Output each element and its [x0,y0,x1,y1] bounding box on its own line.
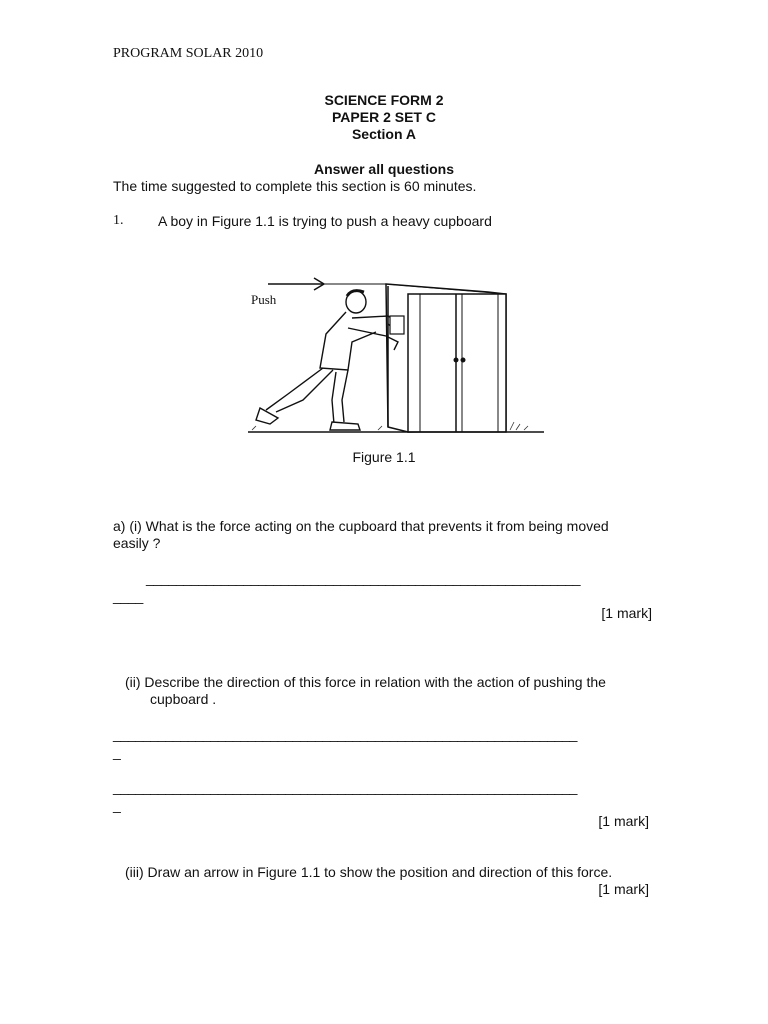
question-a-iii: (iii) Draw an arrow in Figure 1.1 to show the position and direction of this force. [125,864,613,880]
marks-a-iii: [1 mark] [598,881,649,897]
question-a-ii-line1: (ii) Describe the direction of this force in relation with the action of pushing the [125,674,606,690]
push-label: Push [251,292,277,307]
answer-line-a-ii-2[interactable]: ______________________________________________________________ [113,779,578,795]
marks-a-i: [1 mark] [601,605,652,621]
program-header: PROGRAM SOLAR 2010 [113,46,264,61]
boy-drawing [256,291,404,430]
answer-line-a-ii-1-continuation[interactable]: _ [113,744,121,760]
figure-1-1 [248,272,548,442]
question-number: 1. [113,213,124,228]
question-a-i-line2: easily ? [113,535,161,551]
boy-pushing-cupboard-illustration [248,272,548,442]
answer-line-a-i[interactable]: __________________________________________________________ [146,570,581,586]
question-text: A boy in Figure 1.1 is trying to push a heavy cupboard [158,213,492,229]
cupboard-drawing [386,284,506,432]
figure-caption: Figure 1.1 [352,449,416,465]
marks-a-ii: [1 mark] [598,813,649,829]
section-title: Section A [351,126,417,142]
question-a-i-line1: a) (i) What is the force acting on the cupboard that prevents it from being moved [113,518,609,534]
paper-title: SCIENCE FORM 2 [324,92,444,108]
answer-line-a-ii-1[interactable]: ______________________________________________________________ [113,726,578,742]
paper-subtitle: PAPER 2 SET C [332,109,436,125]
instructions-heading: Answer all questions [313,161,455,177]
answer-line-a-ii-2-continuation[interactable]: _ [113,797,121,813]
time-instruction: The time suggested to complete this section is 60 minutes. [113,178,477,194]
answer-line-a-i-continuation[interactable]: ____ [113,588,143,604]
question-a-ii-line2: cupboard . [150,691,217,707]
